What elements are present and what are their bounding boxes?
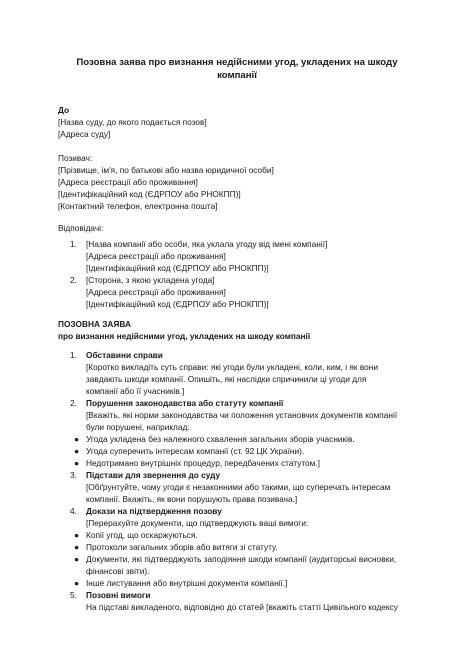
section-text: [Коротко викладіть суть справи: які угоди були укладені, коли, ким, і як вони xyxy=(86,362,378,372)
section-text: [Перерахуйте документи, що підтверджують ваші вимоги: xyxy=(86,518,309,528)
bullet-text: Документи, які підтверджують заподіяння шкоди компанії (аудиторські висновки, xyxy=(86,554,397,564)
section-number: 4. xyxy=(70,506,77,516)
bullet-icon: ● xyxy=(74,542,80,552)
defendant-line: [Адреса реєстрації або проживання] xyxy=(86,287,226,297)
bullet-text: Інше листування або внутрішні документи компанії.] xyxy=(86,578,288,588)
section-title: Позовні вимоги xyxy=(86,590,151,600)
defendant-line: [Адреса реєстрації або проживання] xyxy=(86,251,226,261)
defendant-line: [Назва компанії або особи, яка уклала угоду від імені компанії] xyxy=(86,239,328,249)
claim-subheading: про визнання недійсними угод, укладених на шкоду компанії xyxy=(58,331,311,341)
bullet-icon: ● xyxy=(74,434,80,444)
section-text: компанії. Вкажіть, як вони порушують права позивача.] xyxy=(86,494,298,504)
defendant-number: 2. xyxy=(70,275,77,285)
plaintiff-line: [Ідентифікаційний код (ЄДРПОУ або РНОКПП)] xyxy=(58,189,241,199)
bullet-icon: ● xyxy=(74,458,80,468)
defendant-line: [Сторона, з якою укладена угода] xyxy=(86,275,215,285)
section-number: 1. xyxy=(70,350,77,360)
plaintiff-line: [Контактний телефон, електронна пошта] xyxy=(58,201,218,211)
court-address: [Адреса суду] xyxy=(58,129,111,139)
section-title: Обставини справи xyxy=(86,350,163,360)
section-number: 3. xyxy=(70,470,77,480)
section-text: компанії або її учасників.] xyxy=(86,386,185,396)
section-title: Підстави для звернення до суду xyxy=(86,470,221,480)
defendant-line: [Ідентифікаційний код (ЄДРПОУ або РНОКПП)] xyxy=(86,263,269,273)
bullet-text: Недотримано внутрішніх процедур, передбачених статутом.] xyxy=(86,458,320,468)
bullet-text: Угода суперечить інтересам компанії (ст. 92 ЦК України). xyxy=(86,446,305,456)
section-title: Докази на підтвердження позову xyxy=(86,506,222,516)
section-text: [Обґрунтуйте, чому угоди є незаконними або такими, що суперечать інтересам xyxy=(86,482,391,492)
section-text: На підставі викладеного, відповідно до статей [вкажіть статті Цивільного кодексу xyxy=(86,602,398,612)
plaintiff-line: [Прізвище, ім'я, по батькові або назва юридичної особи] xyxy=(58,165,274,175)
defendant-number: 1. xyxy=(70,239,77,249)
bullet-icon: ● xyxy=(74,554,80,564)
claim-heading: ПОЗОВНА ЗАЯВА xyxy=(58,319,131,329)
bullet-text: Протоколи загальних зборів або витяги зі статуту. xyxy=(86,542,278,552)
court-name: [Назва суду, до якого подається позов] xyxy=(58,117,207,127)
title-line-2: компанії xyxy=(217,70,257,81)
defendant-line: [Ідентифікаційний код (ЄДРПОУ або РНОКПП)] xyxy=(86,299,269,309)
bullet-icon: ● xyxy=(74,446,80,456)
bullet-text: Угода укладена без належного схвалення загальних зборів учасників. xyxy=(86,434,355,444)
section-text: були порушені, наприклад: xyxy=(86,422,190,432)
plaintiff-heading: Позивач: xyxy=(58,153,93,163)
section-text: завдають шкоди компанії. Опишіть, які наслідки спричинили ці угоди для xyxy=(86,374,367,384)
title-line-1: Позовна заява про визнання недійсними угод, укладених на шкоду xyxy=(76,57,398,68)
section-number: 2. xyxy=(70,398,77,408)
plaintiff-line: [Адреса реєстрації або проживання] xyxy=(58,177,198,187)
section-text: [Вкажіть, які норми законодавства чи положення установчих документів компанії xyxy=(86,410,398,420)
bullet-icon: ● xyxy=(74,530,80,540)
bullet-icon: ● xyxy=(74,578,80,588)
bullet-text-continuation: фінансові звіти). xyxy=(86,566,150,576)
bullet-text: Копії угод, що оскаржуються. xyxy=(86,530,198,540)
defendants-heading: Відповідачі: xyxy=(58,223,104,233)
section-number: 5. xyxy=(70,590,77,600)
to-heading: До xyxy=(58,105,70,115)
document-title xyxy=(58,56,416,82)
section-title: Порушення законодавства або статуту компанії xyxy=(86,398,284,408)
